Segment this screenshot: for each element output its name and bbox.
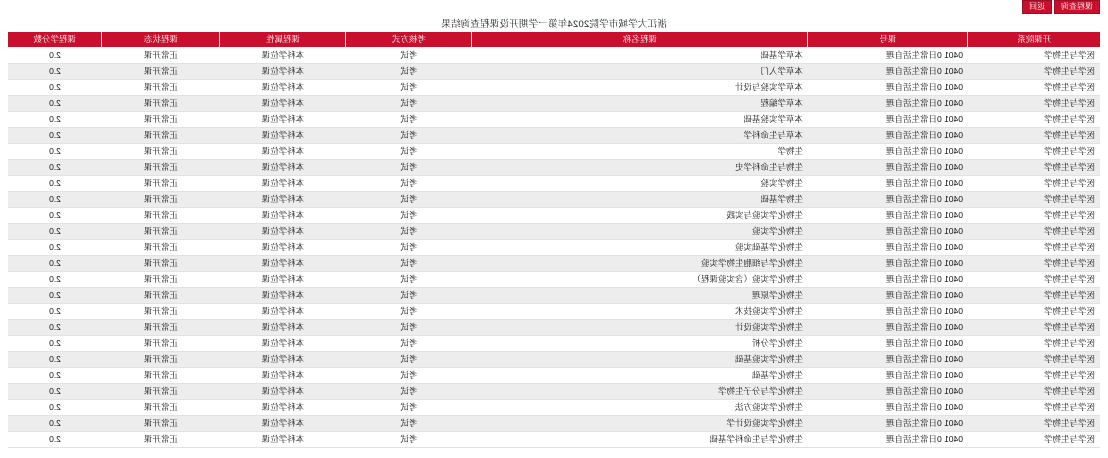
cell-mode: 考试 <box>346 95 472 111</box>
table-row[interactable] <box>8 287 1100 303</box>
column-header-dept[interactable]: 开课院系 <box>968 32 1100 47</box>
cell-name: 本草学实验与设计 <box>472 79 808 95</box>
cell-status: 正常开课 <box>102 239 220 255</box>
table-row[interactable] <box>8 47 1100 63</box>
cell-prop: 本科学位课 <box>220 255 346 271</box>
cell-mode: 考试 <box>346 79 472 95</box>
cell-prop: 本科学位课 <box>220 223 346 239</box>
cell-mode: 考试 <box>346 63 472 79</box>
cell-status: 正常开课 <box>102 415 220 431</box>
cell-dept: 医学与生物学 <box>968 111 1100 127</box>
cell-dept: 医学与生物学 <box>968 271 1100 287</box>
table-row[interactable] <box>8 79 1100 95</box>
cell-dept: 医学与生物学 <box>968 191 1100 207</box>
table-row[interactable] <box>8 207 1100 223</box>
column-header-property[interactable]: 课程属性 <box>220 32 346 47</box>
cell-prop: 本科学位课 <box>220 47 346 63</box>
cell-dept: 医学与生物学 <box>968 175 1100 191</box>
cell-name: 生物化学实验设计 <box>472 319 808 335</box>
cell-credit: 2.0 <box>8 287 102 303</box>
cell-name: 生物与生命科学史 <box>472 159 808 175</box>
cell-prop: 本科学位课 <box>220 63 346 79</box>
cell-code: 0401 0日常生活自理 <box>808 335 968 351</box>
cell-code: 0401 0日常生活自理 <box>808 367 968 383</box>
cell-credit: 2.0 <box>8 271 102 287</box>
cell-status: 正常开课 <box>102 143 220 159</box>
cell-prop: 本科学位课 <box>220 415 346 431</box>
table-row[interactable] <box>8 303 1100 319</box>
cell-name: 生物化学原理 <box>472 287 808 303</box>
cell-code: 0401 0日常生活自理 <box>808 239 968 255</box>
tab-course-query-label: 课程查询 <box>1061 2 1093 11</box>
cell-status: 正常开课 <box>102 47 220 63</box>
cell-code: 0401 0日常生活自理 <box>808 111 968 127</box>
cell-prop: 本科学位课 <box>220 207 346 223</box>
cell-credit: 2.0 <box>8 255 102 271</box>
table-row[interactable] <box>8 95 1100 111</box>
cell-status: 正常开课 <box>102 335 220 351</box>
cell-name: 本草学实验基础 <box>472 111 808 127</box>
cell-dept: 医学与生物学 <box>968 239 1100 255</box>
cell-mode: 考试 <box>346 271 472 287</box>
table-row[interactable] <box>8 255 1100 271</box>
table-header <box>8 32 1100 47</box>
cell-dept: 医学与生物学 <box>968 63 1100 79</box>
footer-spacer <box>0 448 1108 458</box>
cell-credit: 2.0 <box>8 303 102 319</box>
table-row[interactable] <box>8 383 1100 399</box>
cell-status: 正常开课 <box>102 287 220 303</box>
cell-prop: 本科学位课 <box>220 319 346 335</box>
table-row[interactable] <box>8 191 1100 207</box>
cell-credit: 2.0 <box>8 335 102 351</box>
cell-credit: 2.0 <box>8 111 102 127</box>
cell-mode: 考试 <box>346 239 472 255</box>
cell-credit: 2.0 <box>8 207 102 223</box>
cell-mode: 考试 <box>346 415 472 431</box>
cell-dept: 医学与生物学 <box>968 431 1100 447</box>
table-row[interactable] <box>8 63 1100 79</box>
table-row[interactable] <box>8 271 1100 287</box>
cell-prop: 本科学位课 <box>220 399 346 415</box>
cell-dept: 医学与生物学 <box>968 79 1100 95</box>
cell-code: 0401 0日常生活自理 <box>808 223 968 239</box>
cell-mode: 考试 <box>346 143 472 159</box>
cell-name: 生物化学基础 <box>472 367 808 383</box>
cell-status: 正常开课 <box>102 351 220 367</box>
cell-credit: 2.0 <box>8 415 102 431</box>
table-row[interactable] <box>8 239 1100 255</box>
cell-dept: 医学与生物学 <box>968 415 1100 431</box>
cell-prop: 本科学位课 <box>220 143 346 159</box>
cell-mode: 考试 <box>346 383 472 399</box>
table-row[interactable] <box>8 223 1100 239</box>
cell-name: 生物化学与生命科学基础 <box>472 431 808 447</box>
cell-credit: 2.0 <box>8 143 102 159</box>
cell-code: 0401 0日常生活自理 <box>808 143 968 159</box>
cell-dept: 医学与生物学 <box>968 399 1100 415</box>
cell-dept: 医学与生物学 <box>968 319 1100 335</box>
cell-credit: 2.0 <box>8 127 102 143</box>
cell-name: 生物化学与分子生物学 <box>472 383 808 399</box>
cell-mode: 考试 <box>346 351 472 367</box>
column-header-name[interactable]: 课程名称 <box>472 32 808 47</box>
cell-code: 0401 0日常生活自理 <box>808 319 968 335</box>
cell-status: 正常开课 <box>102 383 220 399</box>
cell-dept: 医学与生物学 <box>968 159 1100 175</box>
cell-credit: 2.0 <box>8 63 102 79</box>
cell-credit: 2.0 <box>8 175 102 191</box>
table-row[interactable] <box>8 431 1100 447</box>
cell-name: 本草学入门 <box>472 63 808 79</box>
results-table-container <box>0 32 1108 448</box>
cell-prop: 本科学位课 <box>220 287 346 303</box>
table-body <box>8 47 1100 447</box>
top-tab-bar <box>0 0 1108 14</box>
cell-dept: 医学与生物学 <box>968 127 1100 143</box>
cell-code: 0401 0日常生活自理 <box>808 207 968 223</box>
cell-dept: 医学与生物学 <box>968 303 1100 319</box>
cell-prop: 本科学位课 <box>220 383 346 399</box>
cell-mode: 考试 <box>346 431 472 447</box>
cell-code: 0401 0日常生活自理 <box>808 415 968 431</box>
cell-prop: 本科学位课 <box>220 191 346 207</box>
cell-status: 正常开课 <box>102 431 220 447</box>
cell-credit: 2.0 <box>8 431 102 447</box>
cell-prop: 本科学位课 <box>220 431 346 447</box>
cell-status: 正常开课 <box>102 367 220 383</box>
cell-mode: 考试 <box>346 127 472 143</box>
cell-status: 正常开课 <box>102 175 220 191</box>
cell-credit: 2.0 <box>8 399 102 415</box>
tab-back-label: 返回 <box>1029 2 1045 11</box>
cell-name: 生物化学实验设计学 <box>472 415 808 431</box>
cell-prop: 本科学位课 <box>220 79 346 95</box>
cell-credit: 2.0 <box>8 79 102 95</box>
cell-credit: 2.0 <box>8 239 102 255</box>
tab-course-query[interactable] <box>1054 0 1100 14</box>
cell-credit: 2.0 <box>8 223 102 239</box>
column-header-code[interactable]: 课号 <box>808 32 968 47</box>
cell-name: 本草学编程 <box>472 95 808 111</box>
cell-credit: 2.0 <box>8 47 102 63</box>
table-row[interactable] <box>8 319 1100 335</box>
cell-status: 正常开课 <box>102 159 220 175</box>
table-row[interactable] <box>8 351 1100 367</box>
cell-mode: 考试 <box>346 47 472 63</box>
cell-mode: 考试 <box>346 335 472 351</box>
cell-mode: 考试 <box>346 111 472 127</box>
cell-prop: 本科学位课 <box>220 367 346 383</box>
cell-name: 生物学 <box>472 143 808 159</box>
cell-status: 正常开课 <box>102 111 220 127</box>
cell-dept: 医学与生物学 <box>968 383 1100 399</box>
cell-code: 0401 0日常生活自理 <box>808 175 968 191</box>
cell-code: 0401 0日常生活自理 <box>808 95 968 111</box>
cell-mode: 考试 <box>346 191 472 207</box>
cell-name: 生物化学实验技术 <box>472 303 808 319</box>
cell-name: 生物化学分析 <box>472 335 808 351</box>
cell-code: 0401 0日常生活自理 <box>808 191 968 207</box>
cell-mode: 考试 <box>346 367 472 383</box>
table-row[interactable] <box>8 335 1100 351</box>
cell-code: 0401 0日常生活自理 <box>808 255 968 271</box>
cell-dept: 医学与生物学 <box>968 287 1100 303</box>
cell-mode: 考试 <box>346 255 472 271</box>
cell-mode: 考试 <box>346 207 472 223</box>
cell-dept: 医学与生物学 <box>968 335 1100 351</box>
cell-name: 生物化学实验基础 <box>472 351 808 367</box>
table-row[interactable] <box>8 175 1100 191</box>
cell-prop: 本科学位课 <box>220 271 346 287</box>
cell-status: 正常开课 <box>102 303 220 319</box>
cell-status: 正常开课 <box>102 319 220 335</box>
page-title: 浙江大学城市学院2024年第一学期开设课程查询结果 <box>441 19 667 30</box>
cell-credit: 2.0 <box>8 191 102 207</box>
cell-code: 0401 0日常生活自理 <box>808 79 968 95</box>
cell-credit: 2.0 <box>8 383 102 399</box>
table-row[interactable] <box>8 159 1100 175</box>
cell-prop: 本科学位课 <box>220 175 346 191</box>
cell-status: 正常开课 <box>102 271 220 287</box>
table-row[interactable] <box>8 367 1100 383</box>
table-row[interactable] <box>8 143 1100 159</box>
page-title-container <box>0 14 1108 32</box>
cell-credit: 2.0 <box>8 351 102 367</box>
cell-name: 生物学实验 <box>472 175 808 191</box>
cell-dept: 医学与生物学 <box>968 207 1100 223</box>
cell-dept: 医学与生物学 <box>968 95 1100 111</box>
cell-code: 0401 0日常生活自理 <box>808 159 968 175</box>
cell-prop: 本科学位课 <box>220 95 346 111</box>
cell-code: 0401 0日常生活自理 <box>808 431 968 447</box>
cell-status: 正常开课 <box>102 255 220 271</box>
cell-code: 0401 0日常生活自理 <box>808 63 968 79</box>
cell-name: 本草学基础 <box>472 47 808 63</box>
cell-code: 0401 0日常生活自理 <box>808 271 968 287</box>
cell-name: 生物化学实验方法 <box>472 399 808 415</box>
cell-mode: 考试 <box>346 287 472 303</box>
cell-mode: 考试 <box>346 175 472 191</box>
cell-prop: 本科学位课 <box>220 239 346 255</box>
cell-status: 正常开课 <box>102 79 220 95</box>
column-header-status[interactable]: 课程状态 <box>102 32 220 47</box>
cell-name: 生物化学与细胞生物学实验 <box>472 255 808 271</box>
cell-dept: 医学与生物学 <box>968 367 1100 383</box>
cell-name: 本草与生命科学 <box>472 127 808 143</box>
table-row[interactable] <box>8 127 1100 143</box>
cell-name: 生物化学实验（含实验课程） <box>472 271 808 287</box>
table-row[interactable] <box>8 415 1100 431</box>
cell-credit: 2.0 <box>8 95 102 111</box>
cell-mode: 考试 <box>346 319 472 335</box>
cell-mode: 考试 <box>346 303 472 319</box>
cell-mode: 考试 <box>346 159 472 175</box>
cell-name: 生物化学实验 <box>472 223 808 239</box>
cell-code: 0401 0日常生活自理 <box>808 127 968 143</box>
cell-name: 生物学基础 <box>472 191 808 207</box>
cell-name: 生物化学实验与实践 <box>472 207 808 223</box>
tab-back[interactable] <box>1022 0 1052 14</box>
cell-credit: 2.0 <box>8 319 102 335</box>
cell-mode: 考试 <box>346 399 472 415</box>
cell-code: 0401 0日常生活自理 <box>808 47 968 63</box>
column-header-credit[interactable]: 课程学分数 <box>8 32 102 47</box>
cell-prop: 本科学位课 <box>220 351 346 367</box>
cell-status: 正常开课 <box>102 207 220 223</box>
cell-code: 0401 0日常生活自理 <box>808 351 968 367</box>
cell-status: 正常开课 <box>102 191 220 207</box>
cell-dept: 医学与生物学 <box>968 143 1100 159</box>
cell-credit: 2.0 <box>8 159 102 175</box>
cell-status: 正常开课 <box>102 399 220 415</box>
cell-prop: 本科学位课 <box>220 335 346 351</box>
cell-prop: 本科学位课 <box>220 159 346 175</box>
cell-prop: 本科学位课 <box>220 303 346 319</box>
cell-prop: 本科学位课 <box>220 127 346 143</box>
cell-dept: 医学与生物学 <box>968 47 1100 63</box>
cell-mode: 考试 <box>346 223 472 239</box>
cell-name: 生物化学基础实验 <box>472 239 808 255</box>
cell-code: 0401 0日常生活自理 <box>808 303 968 319</box>
cell-status: 正常开课 <box>102 127 220 143</box>
cell-code: 0401 0日常生活自理 <box>808 383 968 399</box>
cell-credit: 2.0 <box>8 367 102 383</box>
cell-dept: 医学与生物学 <box>968 255 1100 271</box>
column-header-mode[interactable]: 考核方式 <box>346 32 472 47</box>
cell-status: 正常开课 <box>102 63 220 79</box>
cell-status: 正常开课 <box>102 95 220 111</box>
table-row[interactable] <box>8 399 1100 415</box>
cell-code: 0401 0日常生活自理 <box>808 399 968 415</box>
cell-code: 0401 0日常生活自理 <box>808 287 968 303</box>
cell-prop: 本科学位课 <box>220 111 346 127</box>
cell-dept: 医学与生物学 <box>968 351 1100 367</box>
table-row[interactable] <box>8 111 1100 127</box>
cell-dept: 医学与生物学 <box>968 223 1100 239</box>
course-results-table <box>8 32 1100 448</box>
cell-status: 正常开课 <box>102 223 220 239</box>
table-header-row <box>8 32 1100 47</box>
